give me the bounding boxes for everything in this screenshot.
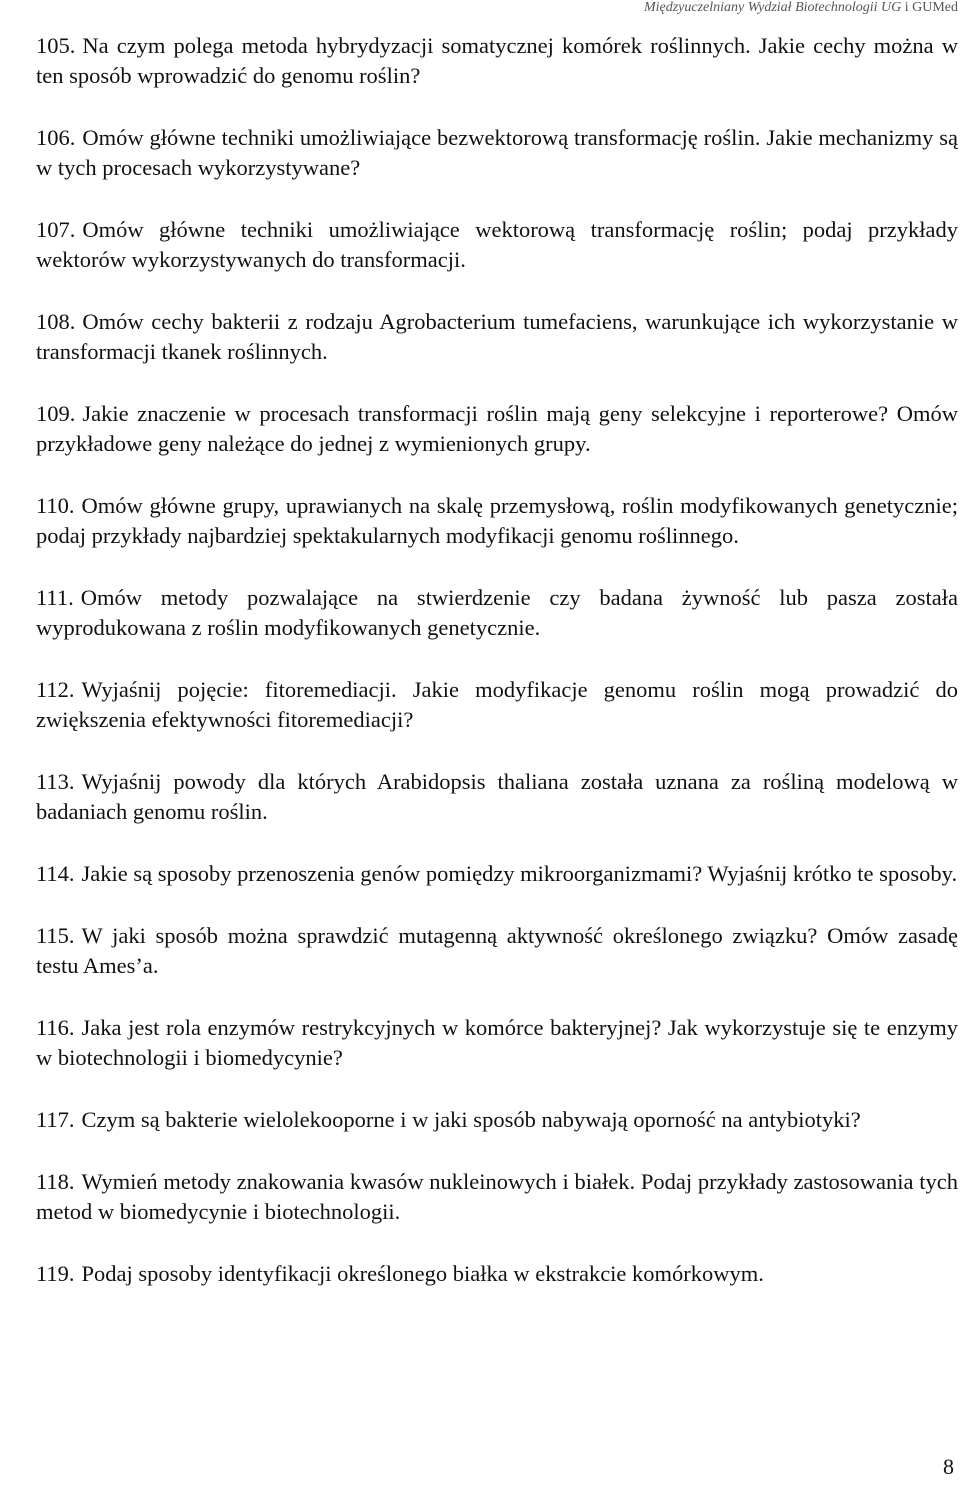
- question-text: Omów metody pozwalające na stwierdzenie czy badana żywność lub pasza została wyprodukowana z roślin modyfikowanych genetycznie.: [36, 585, 958, 640]
- question-text: Jaka jest rola enzymów restrykcyjnych w komórce bakteryjnej? Jak wykorzystuje się te enzymy w biotechnologii i biomedycynie?: [36, 1015, 958, 1070]
- header-institution: Międzyuczelniany Wydział Biotechnologii UG: [643, 0, 902, 15]
- question-106: [36, 123, 958, 183]
- question-number: 115.: [36, 923, 75, 948]
- question-text: W jaki sposób można sprawdzić mutagenną aktywność określonego związku? Omów zasadę testu Ames’a.: [36, 923, 958, 978]
- question-109: [36, 399, 958, 459]
- question-number: 112.: [36, 677, 75, 702]
- question-text: Omów główne techniki umożliwiające wektorową transformację roślin; podaj przykłady wektorów wykorzystywanych do transformacji.: [36, 217, 958, 272]
- question-number: 109.: [36, 401, 76, 426]
- question-text: Omów cechy bakterii z rodzaju Agrobacterium tumefaciens, warunkujące ich wykorzystanie w transformacji tkanek roślinnych.: [36, 309, 958, 364]
- page-header: [644, 0, 958, 16]
- question-111: [36, 583, 958, 643]
- question-text: Wyjaśnij pojęcie: fitoremediacji. Jakie modyfikacje genomu roślin mogą prowadzić do zwiększenia efektywności fitoremediacji?: [36, 677, 958, 732]
- question-number: 118.: [36, 1169, 75, 1194]
- question-115: [36, 921, 958, 981]
- question-number: 106.: [36, 125, 76, 150]
- question-text: Na czym polega metoda hybrydyzacji somatycznej komórek roślinnych. Jakie cechy można w ten sposób wprowadzić do genomu roślin?: [36, 33, 958, 88]
- question-number: 117.: [36, 1107, 75, 1132]
- question-113: [36, 767, 958, 827]
- question-number: 110.: [36, 493, 75, 518]
- question-text: Jakie są sposoby przenoszenia genów pomiędzy mikroorganizmami? Wyjaśnij krótko te sposoby.: [81, 861, 958, 886]
- question-number: 116.: [36, 1015, 75, 1040]
- question-number: 108.: [36, 309, 76, 334]
- question-text: Czym są bakterie wielolekooporne i w jaki sposób nabywają oporność na antybiotyki?: [81, 1107, 861, 1132]
- question-number: 107.: [36, 217, 76, 242]
- question-number: 111.: [36, 585, 74, 610]
- question-114: [36, 859, 958, 889]
- question-110: [36, 491, 958, 551]
- question-108: [36, 307, 958, 367]
- question-119: [36, 1259, 958, 1289]
- question-107: [36, 215, 958, 275]
- question-117: [36, 1105, 958, 1135]
- header-institution-suffix: i GUMed: [901, 0, 958, 15]
- question-118: [36, 1167, 958, 1227]
- question-text: Podaj sposoby identyfikacji określonego białka w ekstrakcie komórkowym.: [81, 1261, 764, 1286]
- question-112: [36, 675, 958, 735]
- question-number: 105.: [36, 33, 76, 58]
- question-number: 113.: [36, 769, 75, 794]
- page-number: 8: [943, 1454, 954, 1479]
- question-number: 114.: [36, 861, 75, 886]
- question-text: Wyjaśnij powody dla których Arabidopsis thaliana została uznana za rośliną modelową w badaniach genomu roślin.: [36, 769, 958, 824]
- question-list: [36, 31, 958, 1321]
- question-text: Jakie znaczenie w procesach transformacji roślin mają geny selekcyjne i reporterowe? Omów przykładowe geny należące do jednej z wymienionych grupy.: [36, 401, 958, 456]
- question-105: [36, 31, 958, 91]
- question-number: 119.: [36, 1261, 75, 1286]
- question-116: [36, 1013, 958, 1073]
- question-text: Wymień metody znakowania kwasów nukleinowych i białek. Podaj przykłady zastosowania tych metod w biomedycynie i biotechnologii.: [36, 1169, 958, 1224]
- question-text: Omów główne grupy, uprawianych na skalę przemysłową, roślin modyfikowanych genetycznie; podaj przykłady najbardziej spektakularnych modyfikacji genomu roślinnego.: [36, 493, 958, 548]
- question-text: Omów główne techniki umożliwiające bezwektorową transformację roślin. Jakie mechanizmy są w tych procesach wykorzystywane?: [36, 125, 958, 180]
